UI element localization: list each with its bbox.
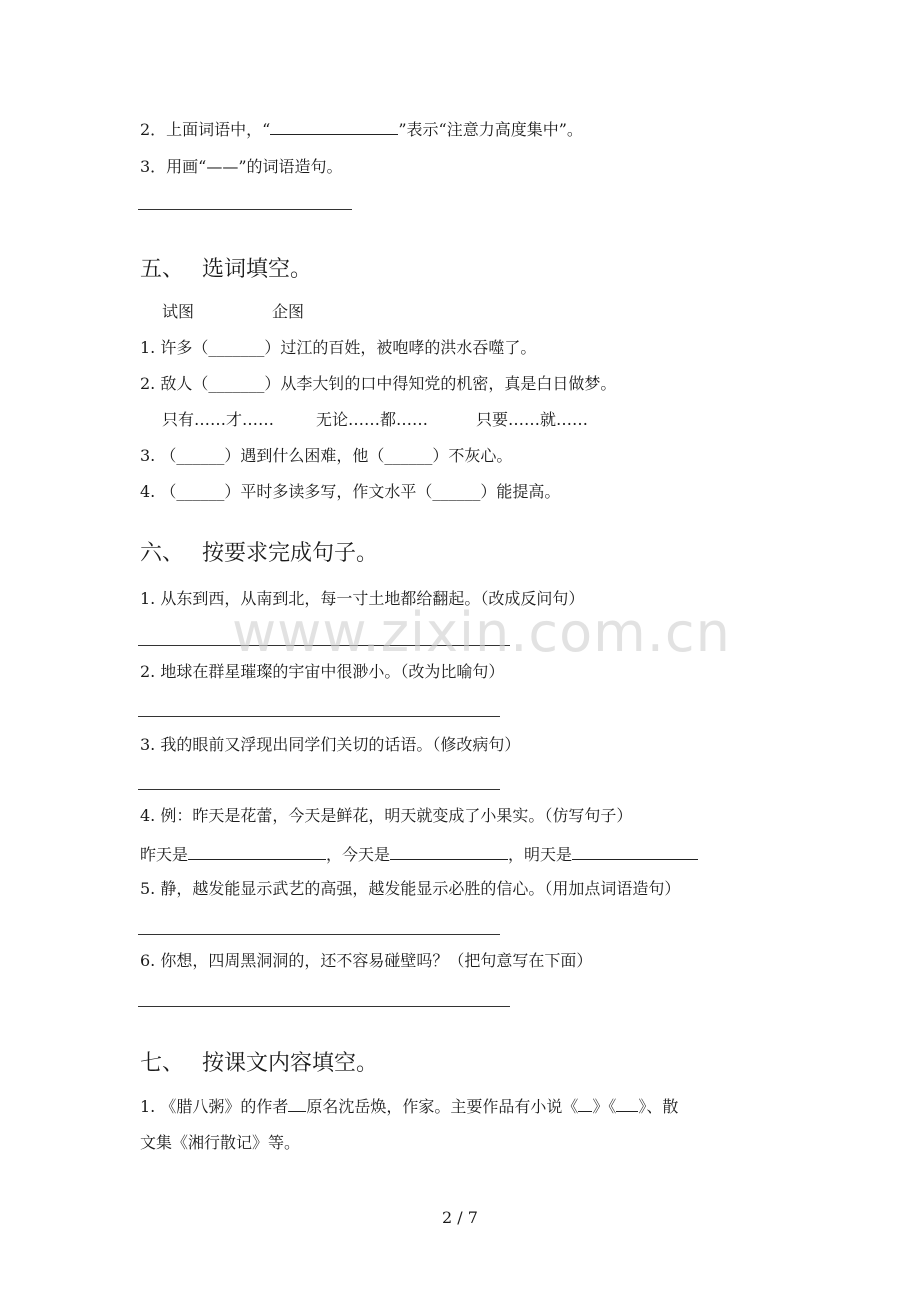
fill-blank[interactable] bbox=[288, 1097, 306, 1112]
s6-question-5: 5. 静，越发能显示武艺的高强，越发能显示必胜的信心。（用加点词语造句） bbox=[140, 879, 681, 898]
section-7-heading: 七、 按课文内容填空。 bbox=[140, 1051, 379, 1076]
answer-line[interactable] bbox=[138, 789, 500, 790]
section-6-heading: 六、 按要求完成句子。 bbox=[140, 541, 379, 566]
s6-question-4: 4. 例：昨天是花蕾，今天是鲜花，明天就变成了小果实。（仿写句子） bbox=[140, 806, 633, 825]
fill-blank[interactable] bbox=[390, 845, 508, 860]
watermark: www.zixin.com.cn bbox=[232, 601, 731, 664]
s5-question-4: 4. （______）平时多读多写，作文水平（______）能提高。 bbox=[140, 482, 561, 501]
word-options-b: 只有……才…… 无论……都…… 只要……就…… bbox=[162, 410, 589, 429]
answer-line[interactable] bbox=[138, 1006, 510, 1007]
s6-question-1: 1. 从东到西，从南到北，每一寸土地都给翻起。（改成反问句） bbox=[140, 589, 585, 608]
s5-question-2: 2. 敌人（_______）从李大钊的口中得知党的机密，真是白日做梦。 bbox=[140, 374, 617, 393]
fill-blank[interactable]: ______ bbox=[176, 446, 225, 465]
fill-blank[interactable]: ______ bbox=[384, 446, 433, 465]
word-options-a: 试图 企图 bbox=[162, 302, 305, 321]
answer-line[interactable] bbox=[138, 716, 500, 717]
q4-line-3: 3．用画“——”的词语造句。 bbox=[140, 157, 343, 176]
s5-question-1: 1. 许多（_______）过江的百姓，被咆哮的洪水吞噬了。 bbox=[140, 338, 537, 357]
fill-blank[interactable]: _______ bbox=[208, 338, 265, 357]
s5-question-3: 3. （______）遇到什么困难，他（______）不灰心。 bbox=[140, 446, 513, 465]
fill-blank[interactable]: _______ bbox=[208, 374, 265, 393]
page-number: 2 / 7 bbox=[442, 1208, 478, 1227]
fill-blank[interactable] bbox=[616, 1097, 638, 1112]
s7-question-1-line-2: 文集《湘行散记》等。 bbox=[140, 1133, 301, 1152]
s6-question-6: 6. 你想，四周黑洞洞的，还不容易碰壁吗？（把句意写在下面） bbox=[140, 951, 593, 970]
fill-blank[interactable]: ______ bbox=[176, 482, 225, 501]
answer-line[interactable] bbox=[138, 209, 352, 210]
s6-question-4-fill: 昨天是 ，今天是 ，明天是 bbox=[140, 845, 698, 865]
fill-blank[interactable]: ______ bbox=[432, 482, 481, 501]
fill-blank[interactable] bbox=[578, 1097, 592, 1112]
q4-line-2: 2．上面词语中，“ ”表示“注意力高度集中”。 bbox=[140, 120, 583, 139]
s6-question-3: 3. 我的眼前又浮现出同学们关切的话语。（修改病句） bbox=[140, 735, 521, 754]
answer-line[interactable] bbox=[138, 934, 500, 935]
section-5-heading: 五、 选词填空。 bbox=[140, 257, 313, 282]
fill-blank[interactable] bbox=[572, 845, 698, 860]
fill-blank[interactable] bbox=[270, 120, 398, 135]
s6-question-2: 2. 地球在群星璀璨的宇宙中很渺小。（改为比喻句） bbox=[140, 662, 505, 681]
fill-blank[interactable] bbox=[188, 845, 326, 860]
s7-question-1-line-1: 1. 《腊八粥》的作者 原名沈岳焕，作家。主要作品有小说《 》《 》、散 bbox=[140, 1097, 679, 1116]
